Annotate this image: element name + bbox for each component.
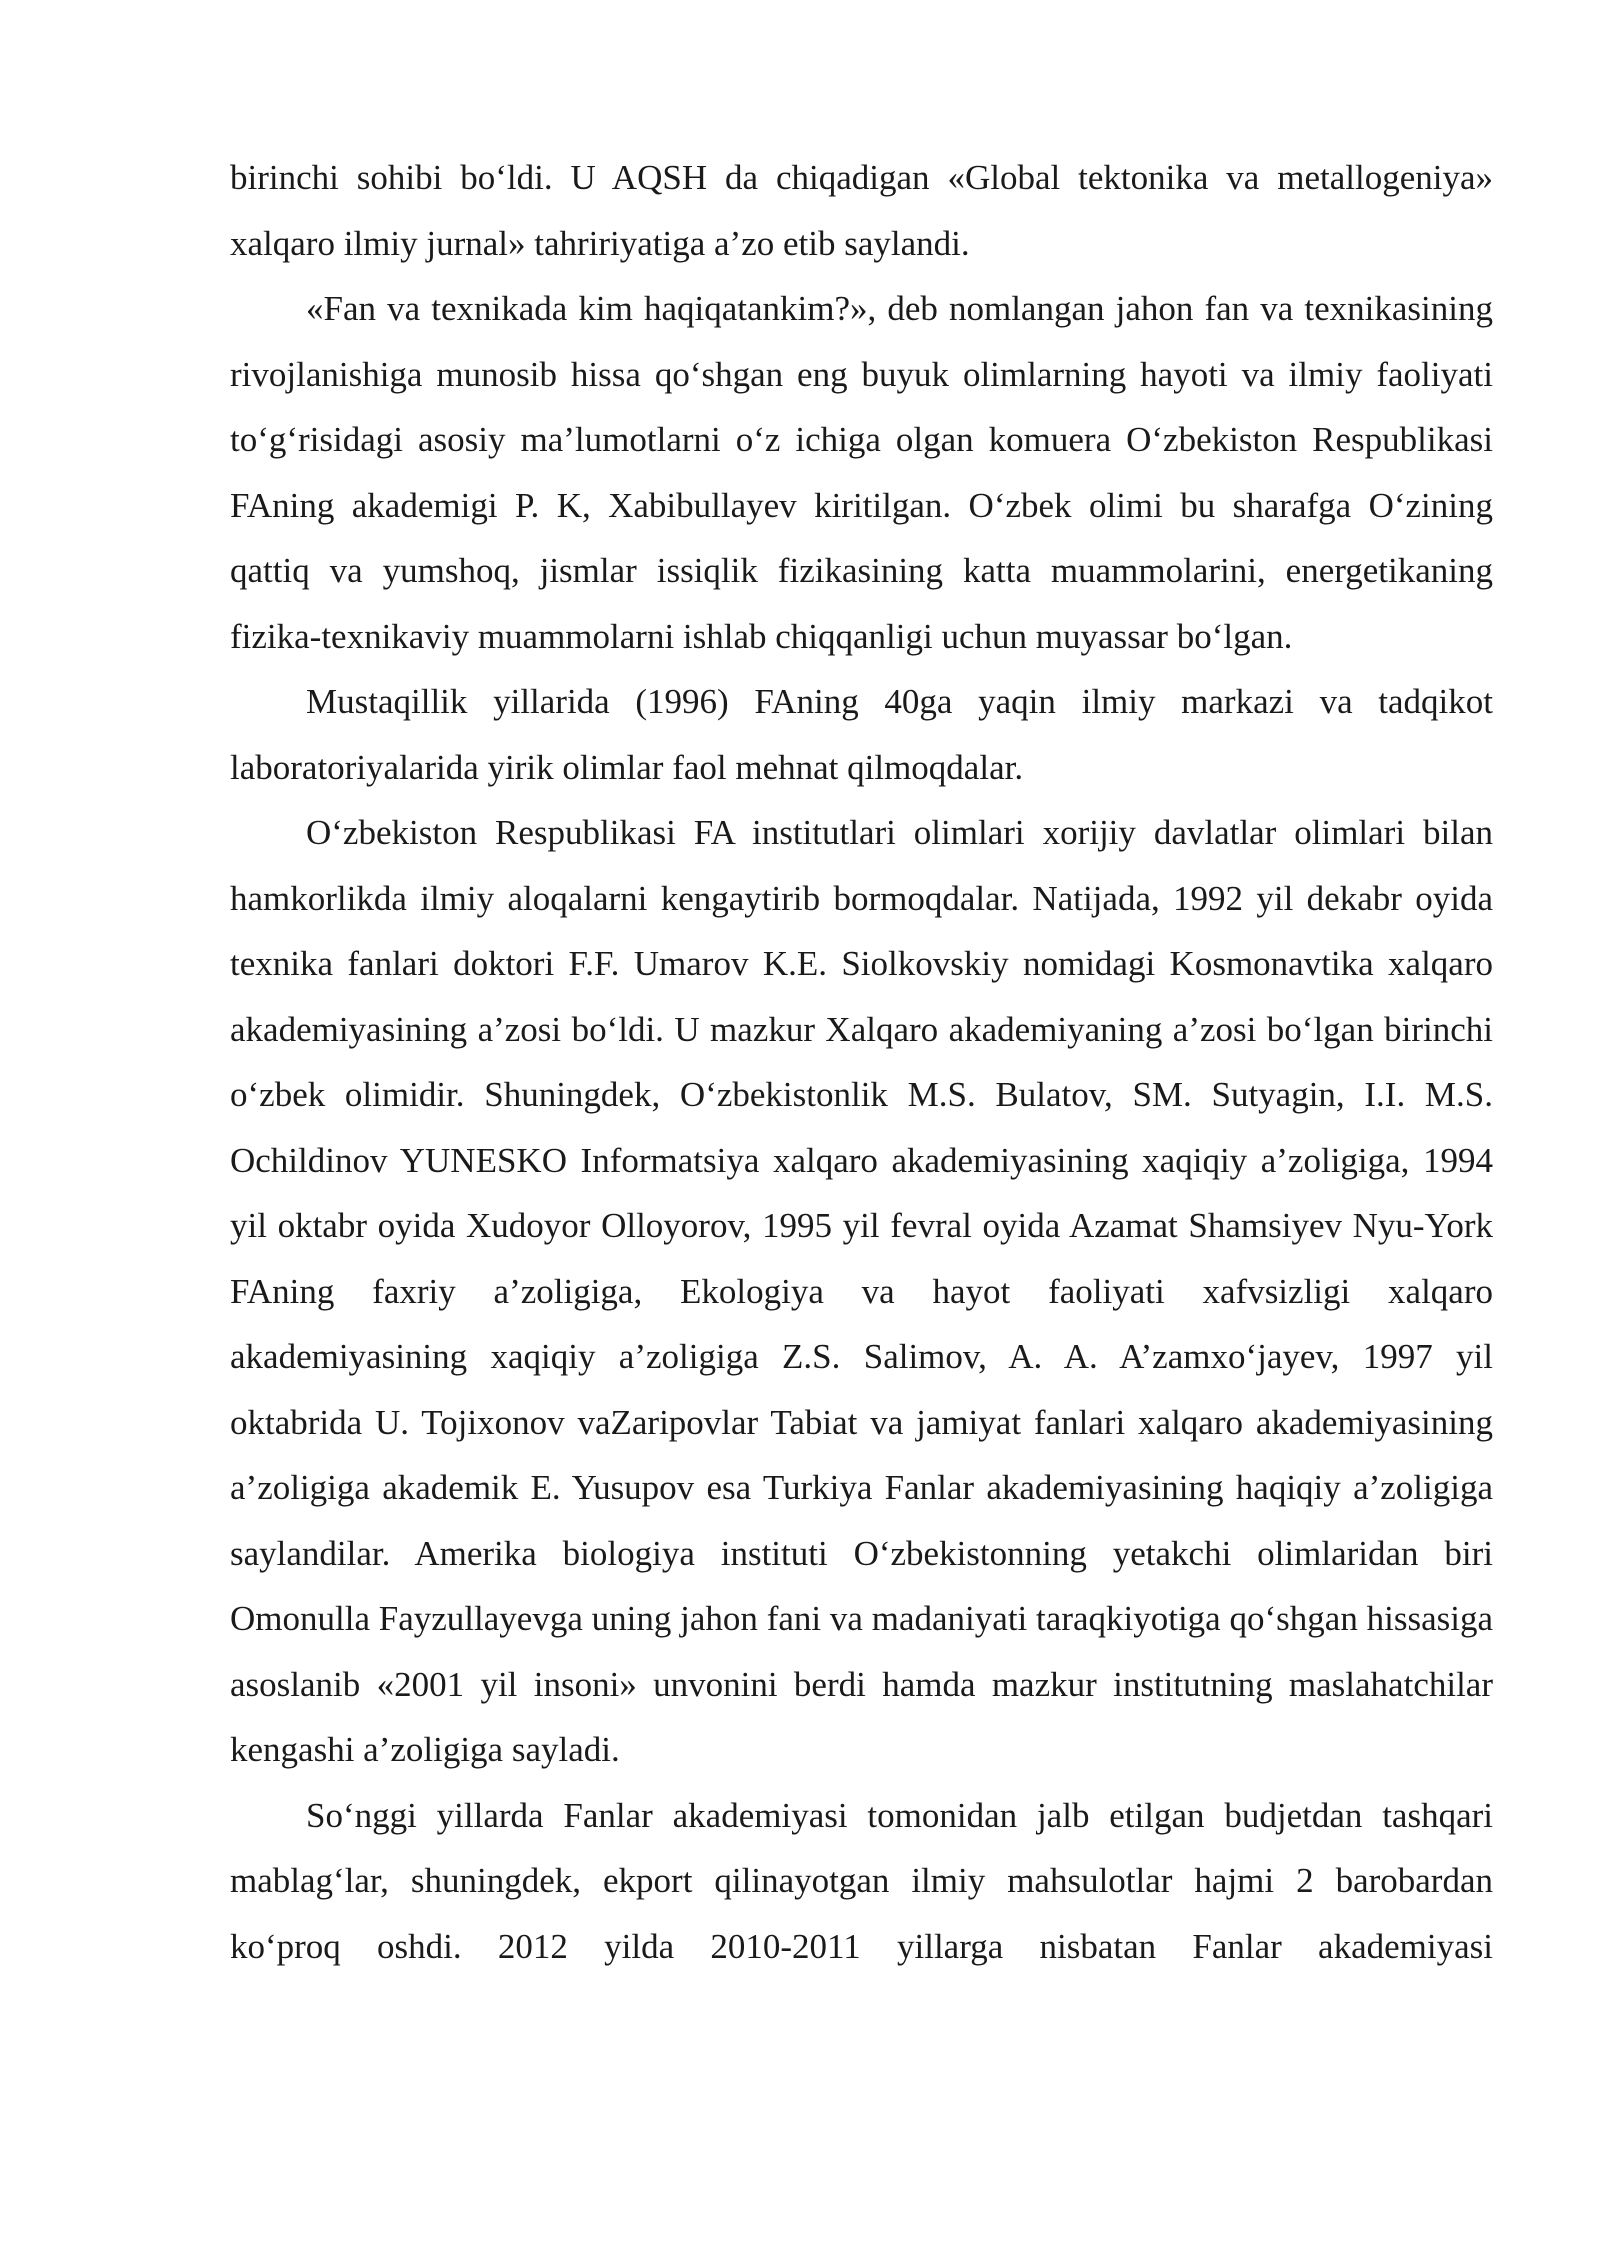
paragraph-1: birinchi sohibi bo‘ldi. U AQSH da chiqadigan «Global tektonika va metallogeniya» xalqaro ilmiy jurnal» tahririyatiga a’zo etib saylandi.: [230, 158, 1493, 263]
paragraph-3: Mustaqillik yillarida (1996) FAning 40ga yaqin ilmiy markazi va tadqikot laboratoriyalarida yirik olimlar faol mehnat qilmoqdalar.: [230, 682, 1493, 787]
document-page: [230, 145, 1493, 1979]
paragraph-2: «Fan va texnikada kim haqiqatankim?», deb nomlangan jahon fan va texnikasining rivojlanishiga munosib hissa qo‘shgan eng buyuk olimlarning hayoti va ilmiy faoliyati to‘g‘risidagi asosiy ma’lumotlarni o‘z ichiga olgan komuera O‘zbekiston Respublikasi FAning akademigi P. K, Xabibullayev kiritilgan. O‘zbek olimi bu sharafga O‘zining qattiq va yumshoq, jismlar issiqlik fizikasining katta muammolarini, energetikaning fizika-texnikaviy muammolarni ishlab chiqqanligi uchun muyassar bo‘lgan.: [230, 289, 1493, 656]
paragraph-4: O‘zbekiston Respublikasi FA institutlari olimlari xorijiy davlatlar olimlari bilan hamkorlikda ilmiy aloqalarni kengaytirib bormoqdalar. Natijada, 1992 yil dekabr oyida texnika fanlari doktori F.F. Umarov K.E. Siolkovskiy nomidagi Kosmonavtika xalqaro akademiyasining a’zosi bo‘ldi. U mazkur Xalqaro akademiyaning a’zosi bo‘lgan birinchi o‘zbek olimidir. Shuningdek, O‘zbekistonlik M.S. Bulatov, SM. Sutyagin, I.I. M.S. Ochildinov YUNESKO Informatsiya xalqaro akademiyasining xaqiqiy a’zoligiga, 1994 yil oktabr oyida Xudoyor Olloyorov, 1995 yil fevral oyida Azamat Shamsiyev Nyu-York FAning faxriy a’zoligiga, Ekologiya va hayot faoliyati xafvsizligi xalqaro akademiyasining xaqiqiy a’zoligiga Z.S. Salimov, A. A. A’zamxo‘jayev, 1997 yil oktabrida U. Tojixonov vaZaripovlar Tabiat va jamiyat fanlari xalqaro akademiyasining a’zoligiga akademik E. Yusupov esa Turkiya Fanlar akademiyasining haqiqiy a’zoligiga saylandilar. Amerika biologiya instituti O‘zbekistonning yetakchi olimlaridan biri Omonulla Fayzullayevga uning jahon fani va madaniyati taraqkiyotiga qo‘shgan hissasiga asoslanib «2001 yil insoni» unvonini berdi hamda mazkur institutning maslahatchilar kengashi a’zoligiga sayladi.: [230, 813, 1493, 1769]
paragraph-5: So‘nggi yillarda Fanlar akademiyasi tomonidan jalb etilgan budjetdan tashqari mablag‘lar, shuningdek, ekport qilinayotgan ilmiy mahsulotlar hajmi 2 barobardan ko‘proq oshdi. 2012 yilda 2010-2011 yillarga nisbatan Fanlar akademiyasi: [230, 1795, 1493, 1966]
